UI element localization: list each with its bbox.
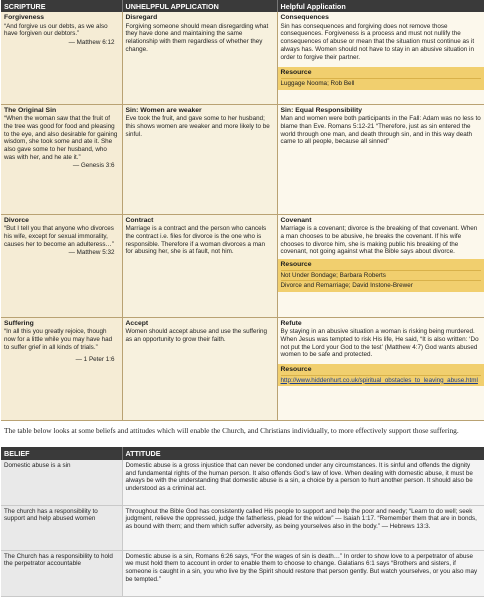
scripture-title: Forgiveness	[4, 14, 45, 21]
helpful-text: Man and women were both participants in the Fall: Adam was no less to blame than Eve. Romans 5:12-21 “Therefore, just as sin entered the world through one man, and death through sin, and in this way death came to all people, because all sinned”	[280, 115, 481, 146]
belief-cell: Domestic abuse is a sin	[1, 460, 122, 505]
resource-box	[278, 364, 485, 386]
unhelpful-cell	[122, 12, 277, 104]
table-row	[1, 12, 484, 104]
divider	[281, 78, 482, 79]
table-row	[1, 214, 484, 317]
resource-item: Not Under Bondage; Barbara Roberts	[280, 271, 386, 279]
helpful-text: Marriage is a covenant; divorce is the breaking of that covenant. When a man chooses to be abusive, he breaks the covenant. If his wife chooses to divorce him, she is making public his breaking of the covenant, not going against what the Bible says about divorce.	[280, 225, 478, 256]
scripture-cell	[1, 104, 122, 214]
header-attitude: ATTITUDE	[122, 447, 484, 460]
unhelpful-title: Contract	[125, 216, 154, 224]
unhelpful-cell	[122, 214, 277, 317]
unhelpful-text: Forgiving someone should mean disregarding what they have done and maintaining the same relationship with them regardless of whether they change.	[125, 22, 269, 53]
resource-box	[278, 259, 485, 292]
unhelpful-text: Women should accept abuse and use the suffering as an opportunity to grow their faith.	[125, 328, 268, 343]
scripture-cell	[1, 317, 122, 420]
scripture-reference: — Genesis 3:6	[72, 162, 115, 170]
helpful-title: Sin: Equal Responsibility	[280, 106, 363, 114]
helpful-title: Consequences	[280, 14, 329, 21]
scripture-title: Suffering	[4, 319, 34, 327]
scripture-application-table	[1, 0, 484, 421]
attitude-cell: Domestic abuse is a gross injustice that can never be condoned under any circumstances. It is sinful and offends the dignity and fundamental rights of the human person. It also offends God’s law of love. When dealing with domestic abuse, it must be always be with the understanding that domestic abuse is a sin, a choice by a person to hurt another person. It should also be understood as a criminal act.	[122, 460, 484, 505]
resource-label: Resource	[280, 261, 312, 269]
divider	[281, 270, 482, 271]
header-scripture: SCRIPTURE	[1, 0, 122, 12]
helpful-cell	[277, 214, 484, 317]
belief-cell: The church has a responsibility to support and help abused women	[1, 505, 122, 550]
scripture-cell	[1, 12, 122, 104]
belief-attitude-table	[1, 447, 484, 597]
attitude-cell: Throughout the Bible God has consistently called His people to support and help the poor and needy; “Learn to do well; seek judgment, relieve the oppressed, judge the fatherless, plead for the widow” — Isaiah 1:17. “Remember them that are in bonds, as bound with them; and them which suffer adversity, as being yourselves also in the body.” — Hebrews 13:3.	[122, 505, 484, 550]
table-row	[1, 317, 484, 420]
scripture-title: The Original Sin	[4, 106, 57, 114]
table-row	[1, 505, 484, 550]
resource-label: Resource	[280, 69, 312, 77]
helpful-cell	[277, 12, 484, 104]
helpful-text: Sin has consequences and forgiving does not remove those consequences. Forgiveness is a process and must not nullify the consequences of abuse or mean that the situation must continue as it always has. Women should not have to stay in an abusive situation in order to forgive their partner.	[280, 22, 475, 61]
scripture-reference: — Matthew 6:12	[68, 39, 115, 47]
scripture-reference: — Matthew 5:32	[68, 249, 115, 257]
attitude-cell: Domestic abuse is a sin, Romans 6:26 says, “For the wages of sin is death…” In order to show love to a perpetrator of abuse we must hold them to account in order to enable them to choose to change. Galatians 6:1 says “Brothers and sisters, if someone is caught in a sin, you who live by the Spirit should restore that person gently. But watch yourselves, or you also may be tempted.”	[122, 550, 484, 596]
unhelpful-title: Disregard	[125, 14, 158, 21]
helpful-cell	[277, 104, 484, 214]
scripture-text: “In all this you greatly rejoice, though now for a little while you may have had to suffer grief in all kinds of trials.”	[4, 328, 113, 351]
scripture-text: “And forgive us our debts, as we also have forgiven our debtors.”	[4, 22, 108, 38]
unhelpful-title: Sin: Women are weaker	[125, 106, 202, 114]
scripture-text: “But I tell you that anyone who divorces his wife, except for sexual immorality, causes her to become an adulteress…”	[4, 225, 114, 248]
table-row	[1, 550, 484, 596]
scripture-cell	[1, 214, 122, 317]
scripture-reference: — 1 Peter 1:6	[75, 356, 115, 364]
unhelpful-cell	[122, 104, 277, 214]
resource-label: Resource	[280, 366, 312, 374]
belief-cell: The Church has a responsibility to hold the perpetrator accountable	[1, 550, 122, 596]
resource-box	[278, 67, 485, 89]
scripture-title: Divorce	[4, 216, 29, 224]
table-row	[1, 460, 484, 505]
scripture-text: “When the woman saw that the fruit of the tree was good for food and pleasing to the eye, and also desirable for gaining wisdom, she took some and ate it. She also gave some to her husband, who was with her, and he ate it.”	[4, 115, 118, 161]
table-header-row	[1, 0, 484, 12]
table-header-row	[1, 447, 484, 460]
unhelpful-text: Marriage is a contract and the person who cancels the contract i.e. files for divorce is the one who is responsible. Therefore if a woman divorces a man for abusing her, she is at fault, not him.	[125, 225, 267, 256]
table-row	[1, 104, 484, 214]
helpful-text: By staying in an abusive situation a woman is risking being murdered. When Jesus was tempted to risk His life, He said, “It is also written: ‘Do not put the Lord your God to the test’ (Matthew 4:7) God wants abused women to be safe and protected.	[280, 328, 479, 359]
header-helpful-application: Helpful Application	[277, 0, 484, 12]
helpful-title: Covenant	[280, 216, 312, 224]
unhelpful-title: Accept	[125, 319, 149, 327]
resource-link[interactable]: http://www.hiddenhurt.co.uk/spiritual_obstacles_to_leaving_abuse.html	[280, 376, 478, 384]
helpful-title: Refute	[280, 319, 302, 327]
resource-item: Divorce and Remarriage; David Instone-Brewer	[280, 282, 413, 290]
helpful-cell	[277, 317, 484, 420]
intro-paragraph: The table below looks at some beliefs and attitudes which will enable the Church, and Christians individually, to more effectively support those suffering.	[4, 426, 459, 435]
unhelpful-cell	[122, 317, 277, 420]
header-unhelpful-application: UNHELPFUL APPLICATION	[122, 0, 277, 12]
unhelpful-text: Eve took the fruit, and gave some to her husband; this shows women are weaker and more likely to be sinful.	[125, 115, 270, 138]
divider	[281, 375, 482, 376]
header-belief: BELIEF	[1, 447, 122, 460]
divider	[281, 280, 482, 281]
resource-item: Luggage Nooma; Rob Bell	[280, 79, 355, 87]
